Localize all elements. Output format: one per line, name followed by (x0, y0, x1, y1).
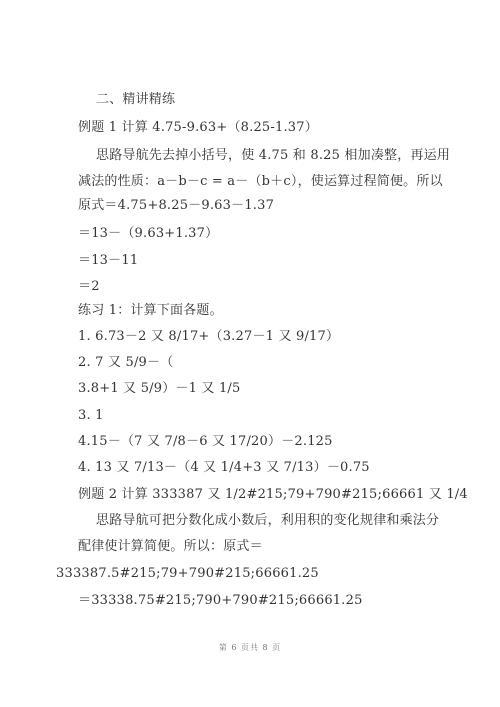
example-2-hint-line-1: 思路导航可把分数化成小数后，利用积的变化规律和乘法分 (96, 513, 440, 528)
exercise-item-4a: 4.15－（7 又 7/8－6 又 17/20）－2.125 (78, 434, 333, 449)
solution-line-4: ＝2 (78, 279, 100, 294)
section-heading: 二、精讲精练 (96, 92, 176, 107)
example-2-step-1: 333387.5#215;79+790#215;66661.25 (56, 566, 319, 581)
exercise-item-2-continued: 3.8+1 又 5/9）－1 又 1/5 (78, 381, 241, 396)
example-1-title: 例题 1 计算 4.75-9.63+（8.25-1.37） (78, 120, 318, 135)
exercise-1-title: 练习 1：计算下面各题。 (78, 303, 223, 318)
solution-line-2: ＝13－（9.63+1.37） (78, 226, 219, 241)
example-1-hint-line-2: 减法的性质：a－b－c = a－（b＋c），使运算过程简便。所以 (78, 174, 443, 189)
solution-line-3: ＝13－11 (78, 253, 139, 268)
exercise-item-2: 2. 7 又 5/9－（ (78, 355, 174, 370)
solution-line-1: 原式＝4.75+8.25－9.63－1.37 (78, 198, 275, 213)
example-2-step-2: ＝33338.75#215;790+790#215;66661.25 (78, 593, 363, 608)
page-footer: 第 6 页共 8 页 (218, 643, 282, 652)
example-2-hint-line-2: 配律使计算简便。所以：原式＝ (78, 539, 263, 554)
exercise-item-3: 3. 1 (78, 408, 104, 423)
exercise-item-4b: 4. 13 又 7/13－（4 又 1/4+3 又 7/13）－0.75 (78, 460, 370, 475)
example-1-hint-line-1: 思路导航先去掉小括号，使 4.75 和 8.25 相加凑整，再运用 (96, 148, 451, 163)
exercise-item-1: 1. 6.73－2 又 8/17+（3.27－1 又 9/17） (78, 329, 340, 344)
example-2-title: 例题 2 计算 333387 又 1/2#215;79+790#215;66661 又 1/4 (78, 487, 468, 502)
